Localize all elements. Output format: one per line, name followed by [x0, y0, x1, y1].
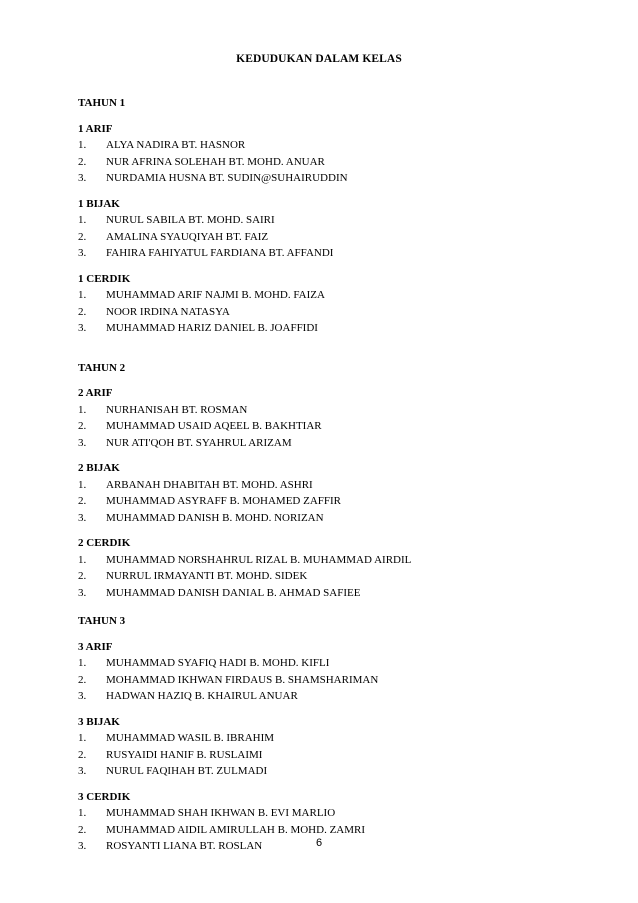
- student-name: FAHIRA FAHIYATUL FARDIANA BT. AFFANDI: [106, 247, 334, 259]
- list-item: [78, 747, 618, 764]
- item-number: 3.: [78, 586, 87, 599]
- student-name: MUHAMMAD NORSHAHRUL RIZAL B. MUHAMMAD AIRDIL: [106, 553, 412, 566]
- student-name: NUR ATI'QOH BT. SYAHRUL ARIZAM: [106, 436, 292, 449]
- list-item: [78, 655, 618, 672]
- class-heading: 1 CERDIK: [78, 272, 131, 285]
- item-number: 1.: [78, 403, 87, 416]
- list-item: [78, 170, 618, 187]
- item-number: 3.: [78, 511, 87, 524]
- student-name: NUR AFRINA SOLEHAH BT. MOHD. ANUAR: [106, 155, 325, 168]
- item-number: 1.: [78, 657, 87, 669]
- student-name: MUHAMMAD SHAH IKHWAN B. EVI MARLIO: [106, 807, 336, 819]
- list-item: [78, 212, 618, 229]
- class-heading: 3 CERDIK: [78, 790, 131, 803]
- item-number: 1.: [78, 214, 87, 226]
- student-name: HADWAN HAZIQ B. KHAIRUL ANUAR: [106, 690, 298, 702]
- list-item: [78, 320, 618, 337]
- item-number: 2.: [78, 823, 87, 836]
- page-number: 6: [315, 837, 323, 849]
- list-item: [78, 510, 618, 527]
- student-name: MUHAMMAD AIDIL AMIRULLAH B. MOHD. ZAMRI: [106, 823, 366, 836]
- item-number: 1.: [78, 732, 87, 744]
- student-name: RUSYAIDI HANIF B. RUSLAIMI: [106, 748, 263, 761]
- item-number: 3.: [78, 840, 87, 852]
- list-item: [78, 763, 618, 780]
- class-heading: 3 ARIF: [78, 640, 113, 653]
- list-item: [78, 730, 618, 747]
- student-name: MUHAMMAD ASYRAFF B. MOHAMED ZAFFIR: [106, 495, 342, 507]
- student-name: MUHAMMAD DANISH B. MOHD. NORIZAN: [106, 511, 324, 524]
- item-number: 3.: [78, 690, 87, 702]
- item-number: 1.: [78, 139, 87, 151]
- student-name: MOHAMMAD IKHWAN FIRDAUS B. SHAMSHARIMAN: [106, 673, 379, 686]
- class-heading: 2 CERDIK: [78, 537, 131, 549]
- student-name: NURRUL IRMAYANTI BT. MOHD. SIDEK: [106, 570, 308, 582]
- list-item: [78, 568, 618, 585]
- student-name: ARBANAH DHABITAH BT. MOHD. ASHRI: [106, 478, 313, 491]
- list-item: [78, 402, 618, 419]
- item-number: 2.: [78, 495, 87, 507]
- list-item: [78, 552, 618, 569]
- list-item: [78, 245, 618, 262]
- item-number: 2.: [78, 748, 87, 761]
- year-heading-3: TAHUN 3: [78, 615, 126, 627]
- item-number: 2.: [78, 673, 87, 686]
- item-number: 3.: [78, 322, 87, 334]
- student-name: MUHAMMAD WASIL B. IBRAHIM: [106, 732, 275, 744]
- student-name: MUHAMMAD USAID AQEEL B. BAKHTIAR: [106, 420, 322, 432]
- class-heading: 2 BIJAK: [78, 462, 120, 474]
- student-name: NURUL SABILA BT. MOHD. SAIRI: [106, 214, 275, 226]
- list-item: [78, 805, 618, 822]
- student-name: MUHAMMAD HARIZ DANIEL B. JOAFFIDI: [106, 322, 318, 334]
- item-number: 1.: [78, 807, 87, 819]
- class-heading: 1 BIJAK: [78, 197, 120, 210]
- student-name: ALYA NADIRA BT. HASNOR: [106, 139, 246, 151]
- item-number: 1.: [78, 553, 87, 566]
- student-name: NURDAMIA HUSNA BT. SUDIN@SUHAIRUDDIN: [106, 172, 348, 184]
- item-number: 3.: [78, 765, 87, 777]
- list-item: [78, 822, 618, 839]
- class-heading: 1 ARIF: [78, 122, 113, 135]
- year-heading-2: TAHUN 2: [78, 361, 126, 374]
- list-item: [78, 493, 618, 510]
- list-item: [78, 287, 618, 304]
- student-name: ROSYANTI LIANA BT. ROSLAN: [106, 840, 263, 852]
- student-name: MUHAMMAD DANISH DANIAL B. AHMAD SAFIEE: [106, 586, 361, 599]
- item-number: 2.: [78, 420, 87, 432]
- item-number: 2.: [78, 230, 87, 243]
- item-number: 2.: [78, 305, 87, 318]
- student-name: AMALINA SYAUQIYAH BT. FAIZ: [106, 230, 269, 243]
- item-number: 2.: [78, 570, 87, 582]
- list-item: [78, 418, 618, 435]
- item-number: 1.: [78, 289, 87, 301]
- item-number: 3.: [78, 172, 87, 184]
- student-name: NOOR IRDINA NATASYA: [106, 305, 230, 318]
- list-item: [78, 229, 618, 246]
- document-title: KEDUDUKAN DALAM KELAS: [236, 53, 402, 65]
- list-item: [78, 137, 618, 154]
- list-item: [78, 688, 618, 705]
- student-name: MUHAMMAD ARIF NAJMI B. MOHD. FAIZA: [106, 289, 325, 301]
- item-number: 3.: [78, 247, 87, 259]
- student-name: NURUL FAQIHAH BT. ZULMADI: [106, 765, 268, 777]
- year-heading-1: TAHUN 1: [78, 97, 126, 109]
- list-item: [78, 585, 618, 602]
- class-heading: 3 BIJAK: [78, 715, 120, 728]
- item-number: 2.: [78, 155, 87, 168]
- class-heading: 2 ARIF: [78, 387, 113, 399]
- student-name: MUHAMMAD SYAFIQ HADI B. MOHD. KIFLI: [106, 657, 330, 669]
- list-item: [78, 672, 618, 689]
- item-number: 3.: [78, 436, 87, 449]
- item-number: 1.: [78, 478, 87, 491]
- list-item: [78, 477, 618, 494]
- list-item: [78, 154, 618, 171]
- student-name: NURHANISAH BT. ROSMAN: [106, 403, 248, 416]
- list-item: [78, 304, 618, 321]
- rankings-content: [78, 95, 618, 855]
- list-item: [78, 435, 618, 452]
